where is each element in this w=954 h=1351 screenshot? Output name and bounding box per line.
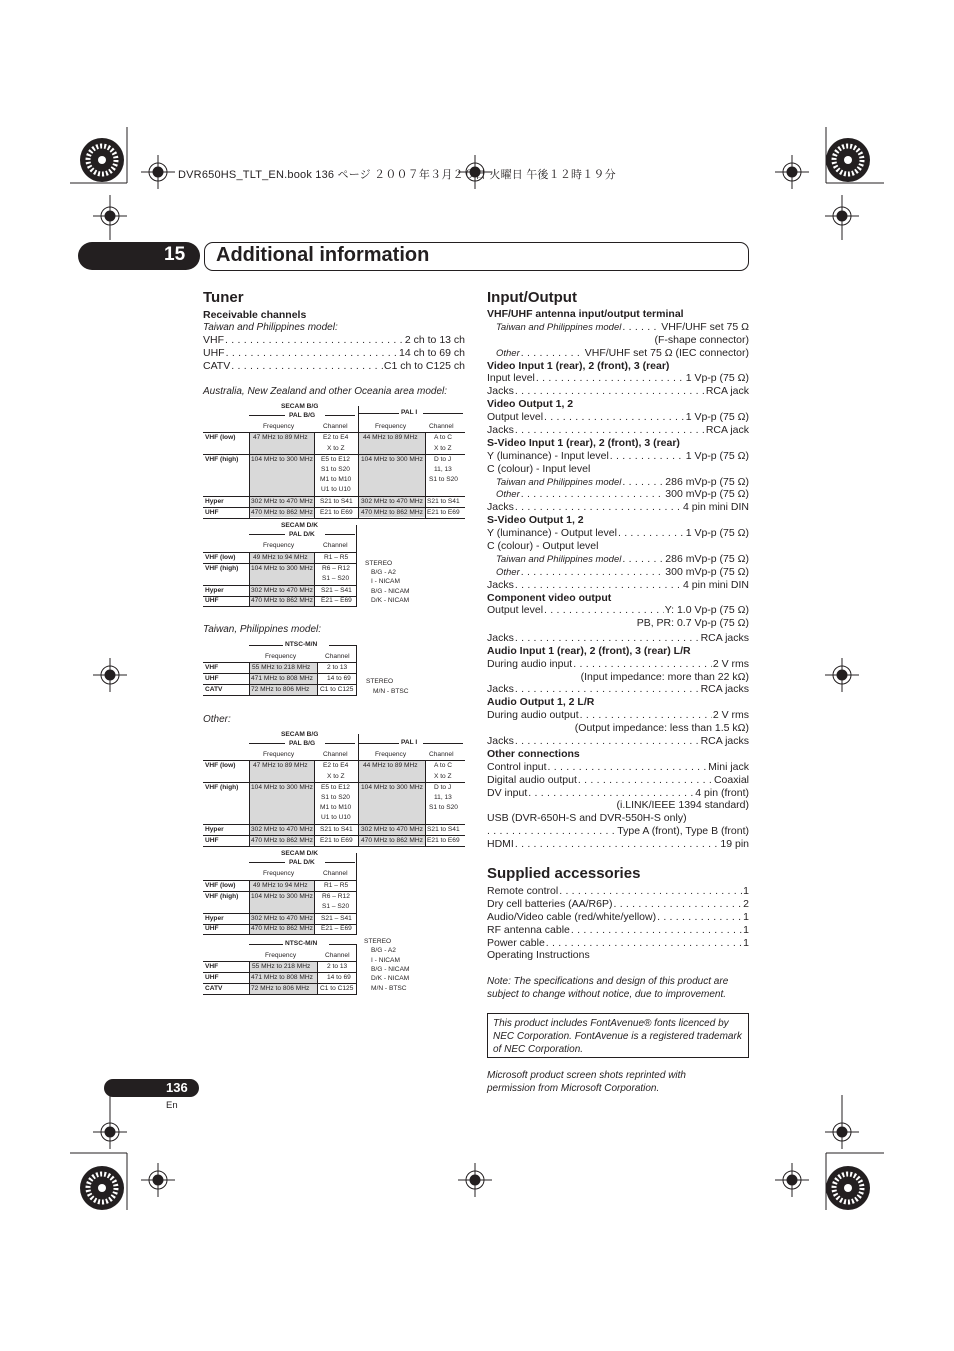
channel-cell: S21 to S41 — [320, 498, 353, 505]
channel-cell: S21 to S41 — [427, 826, 460, 833]
spec-row: C (colour) - Input level — [487, 462, 591, 475]
io-spec-list — [487, 308, 749, 851]
hyper-label: Hyper — [205, 587, 224, 594]
channel-cell: 11, 13 — [434, 466, 452, 473]
accessories-list — [487, 885, 749, 962]
input-output-heading: Input/Output — [487, 289, 577, 306]
specifications-note: Note: The specifications and design of this product are subject to change without notice, due to improvement. — [487, 976, 729, 1000]
vhf-high-label: VHF (high) — [205, 565, 239, 572]
channel-cell: E21 to E69 — [427, 837, 460, 844]
stereo-label: D/K - NICAM — [371, 975, 410, 982]
secam-bg-label: SECAM B/G — [281, 731, 319, 738]
hyper-label: Hyper — [205, 915, 224, 922]
pal-i-label: PAL I — [401, 409, 418, 416]
uhf-label: UHF — [205, 509, 219, 516]
channel-cell: E2 to E4 — [323, 762, 349, 769]
channel-cell: D to J — [434, 456, 452, 463]
spec-row: Taiwan and Philippines model . . . VHF/UHF set 75 Ω — [487, 321, 749, 334]
channel-cell: 11, 13 — [434, 794, 452, 801]
spec-row: Jacks . . . RCA jacks — [487, 735, 749, 748]
taiwan-ph-model-label: Taiwan, Philippines model: — [203, 624, 322, 635]
spec-row: Other . . . 300 mVp-p (75 Ω) — [487, 488, 749, 501]
vhf-high-label: VHF (high) — [205, 456, 239, 463]
channel-cell: E21 to E69 — [320, 837, 353, 844]
accessory-row: Operating Instructions — [487, 949, 590, 962]
freq-cell: 72 MHz to 806 MHz — [251, 686, 310, 693]
spec-row: During audio input . . . 2 V rms — [487, 658, 749, 671]
channel-cell: X to Z — [434, 773, 452, 780]
supplied-accessories-heading: Supplied accessories — [487, 865, 641, 882]
channel-cell: R1 – R5 — [324, 882, 349, 889]
tuner-row-uhf: UHF . . . 14 ch to 69 ch — [203, 347, 465, 360]
vhf-low-label: VHF (low) — [205, 554, 236, 561]
freq-cell: 104 MHz to 300 MHz — [361, 456, 423, 463]
pal-bg-label: PAL B/G — [289, 740, 316, 747]
spec-row: Control input . . . Mini jack — [487, 761, 749, 774]
channel-cell: R6 – R12 — [322, 565, 350, 572]
stereo-label: M/N - BTSC — [371, 985, 407, 992]
channel-cell: E21 to E69 — [427, 509, 460, 516]
spec-row: Jacks . . . RCA jacks — [487, 632, 749, 645]
freq-cell: 104 MHz to 300 MHz — [361, 784, 423, 791]
spec-row: . . . Type A (front), Type B (front) — [487, 825, 749, 838]
file-header: DVR650HS_TLT_EN.book 136 ページ ２００７年３月２０日 火曜日 午後１２時１９分 — [178, 169, 616, 181]
pal-dk-label: PAL D/K — [289, 859, 315, 866]
channel-cell: S1 to S20 — [429, 476, 458, 483]
spec-row: (Input impedance: more than 22 kΩ) — [580, 670, 749, 683]
aus-model-label: Australia, New Zealand and other Oceania area model: — [203, 386, 448, 397]
freq-cell: 44 MHz to 89 MHz — [363, 762, 418, 769]
stereo-label: STEREO — [364, 938, 392, 945]
channel-cell: S1 – S20 — [322, 903, 350, 910]
freq-table-other-bg — [203, 731, 465, 847]
freq-cell: 104 MHz to 300 MHz — [251, 784, 313, 791]
channel-cell: S1 to S20 — [321, 794, 350, 801]
channel-cell: S21 – S41 — [321, 915, 352, 922]
spec-row: DV input . . . 4 pin (front) — [487, 787, 749, 800]
pal-bg-label: PAL B/G — [289, 412, 316, 419]
freq-cell: 302 MHz to 470 MHz — [361, 498, 423, 505]
spec-row: Digital audio output . . . Coaxial — [487, 774, 749, 787]
frequency-header: Frequency — [375, 751, 407, 758]
vhf-low-label: VHF (low) — [205, 434, 236, 441]
video-output-title: Video Output 1, 2 — [487, 398, 574, 411]
channel-cell: E21 to E69 — [320, 509, 353, 516]
ntsc-mn-label: NTSC-M/N — [285, 940, 318, 947]
freq-cell: 49 MHz to 94 MHz — [253, 554, 308, 561]
freq-cell: 44 MHz to 89 MHz — [363, 434, 418, 441]
accessory-row: Audio/Video cable (red/white/yellow) . . . 1 — [487, 911, 749, 924]
freq-cell: 470 MHz to 862 MHz — [251, 509, 313, 516]
spec-row: PB, PR: 0.7 Vp-p (75 Ω) — [636, 617, 749, 630]
spec-row: Other . . . VHF/UHF set 75 Ω (IEC connector) — [487, 347, 749, 360]
frequency-header: Frequency — [263, 542, 295, 549]
channel-cell: S1 – S20 — [322, 575, 350, 582]
channel-cell: E5 to E12 — [321, 456, 350, 463]
fontavenue-notice: This product includes FontAvenue® fonts licenced by NEC Corporation. FontAvenue is a registered trademark of NEC Corporation. — [487, 1013, 749, 1058]
channel-cell: E5 to E12 — [321, 784, 350, 791]
microsoft-notice: Microsoft product screen shots reprinted with permission from Microsoft Corporation. — [487, 1070, 686, 1094]
spec-row: During audio output . . . 2 V rms — [487, 709, 749, 722]
freq-cell: 302 MHz to 470 MHz — [251, 826, 313, 833]
spec-row: Output level . . . Y: 1.0 Vp-p (75 Ω) — [487, 604, 749, 617]
channel-cell: X to Z — [434, 445, 452, 452]
channel-cell: S21 to S41 — [320, 826, 353, 833]
freq-cell: 302 MHz to 470 MHz — [251, 587, 313, 594]
freq-cell: 471 MHz to 808 MHz — [251, 675, 313, 682]
freq-cell: 470 MHz to 862 MHz — [251, 925, 313, 932]
freq-cell: 55 MHz to 218 MHz — [252, 963, 311, 970]
freq-cell: 470 MHz to 862 MHz — [251, 597, 313, 604]
hyper-label: Hyper — [205, 498, 224, 505]
spec-row: (i.LINK/IEEE 1394 standard) — [616, 799, 749, 812]
channel-cell: 2 to 13 — [327, 963, 348, 970]
channel-header: Channel — [429, 751, 454, 758]
svideo-input-title: S-Video Input 1 (rear), 2 (front), 3 (rear) — [487, 436, 680, 449]
spec-row: (F-shape connector) — [654, 333, 749, 346]
secam-bg-label: SECAM B/G — [281, 403, 319, 410]
channel-cell: S1 to S20 — [321, 466, 350, 473]
channel-cell: A to C — [434, 434, 452, 441]
taiwan-model-label: Taiwan and Philippines model: — [203, 322, 338, 333]
uhf-label: UHF — [205, 925, 219, 932]
vhf-uhf-terminal-title: VHF/UHF antenna input/output terminal — [487, 308, 684, 320]
spec-row: Taiwan and Philippines model . . . 286 mVp-p (75 Ω) — [487, 476, 749, 489]
catv-label: CATV — [205, 985, 223, 992]
vhf-low-label: VHF (low) — [205, 882, 236, 889]
freq-cell: 470 MHz to 862 MHz — [361, 509, 423, 516]
stereo-label: STEREO — [366, 678, 394, 685]
stereo-label: B/G - NICAM — [371, 588, 410, 595]
page-language: En — [166, 1100, 178, 1111]
svideo-output-title: S-Video Output 1, 2 — [487, 514, 584, 527]
accessory-row: Power cable . . . 1 — [487, 937, 749, 950]
freq-table-aus-dk — [203, 522, 465, 608]
channel-cell: M1 to M10 — [320, 476, 352, 483]
channel-cell: 2 to 13 — [327, 664, 348, 671]
spec-row: C (colour) - Output level — [487, 540, 599, 553]
spec-row: Jacks . . . RCA jack — [487, 424, 749, 437]
freq-cell: 470 MHz to 862 MHz — [361, 837, 423, 844]
channel-cell: S1 to S20 — [429, 804, 458, 811]
channel-header: Channel — [323, 542, 348, 549]
tuner-heading: Tuner — [203, 289, 244, 306]
page-number: 136 — [166, 1080, 188, 1095]
vhf-high-label: VHF (high) — [205, 784, 239, 791]
other-connections-title: Other connections — [487, 747, 580, 760]
channel-cell: S21 – S41 — [321, 587, 352, 594]
uhf-label: UHF — [205, 597, 219, 604]
uhf-label: UHF — [205, 974, 219, 981]
spec-row: (Output impedance: less than 1.5 kΩ) — [574, 722, 749, 735]
freq-cell: 104 MHz to 300 MHz — [251, 893, 313, 900]
channel-cell: C1 to C125 — [320, 985, 354, 992]
freq-cell: 55 MHz to 218 MHz — [252, 664, 311, 671]
freq-cell: 302 MHz to 470 MHz — [361, 826, 423, 833]
hyper-label: Hyper — [205, 826, 224, 833]
channel-cell: A to C — [434, 762, 452, 769]
spec-row: Taiwan and Philippines model . . . 286 mVp-p (75 Ω) — [487, 553, 749, 566]
channel-header: Channel — [323, 870, 348, 877]
freq-cell: 47 MHz to 89 MHz — [253, 434, 308, 441]
channel-cell: D to J — [434, 784, 452, 791]
stereo-label: D/K - NICAM — [371, 597, 410, 604]
channel-cell: E2 to E4 — [323, 434, 349, 441]
freq-cell: 49 MHz to 94 MHz — [253, 882, 308, 889]
receivable-channels-title: Receivable channels — [203, 309, 307, 321]
stereo-label: B/G - NICAM — [371, 966, 410, 973]
stereo-label: B/G - A2 — [371, 947, 396, 954]
channel-cell: X to Z — [327, 773, 345, 780]
stereo-label: M/N - BTSC — [373, 688, 409, 695]
channel-cell: 14 to 69 — [327, 675, 351, 682]
accessory-row: Dry cell batteries (AA/R6P) . . . 2 — [487, 898, 749, 911]
chapter-title: Additional information — [216, 244, 430, 266]
spec-row: Y (luminance) - Input level . . . 1 Vp-p (75 Ω) — [487, 450, 749, 463]
chapter-number: 15 — [164, 244, 186, 265]
freq-table-taiwan-ntsc — [203, 641, 465, 697]
channel-header: Channel — [325, 952, 350, 959]
freq-cell: 302 MHz to 470 MHz — [251, 915, 313, 922]
pal-i-label: PAL I — [401, 739, 418, 746]
channel-header: Channel — [323, 751, 348, 758]
tuner-row-catv: CATV . . . C1 ch to C125 ch — [203, 360, 465, 373]
freq-cell: 104 MHz to 300 MHz — [251, 565, 313, 572]
audio-input-title: Audio Input 1 (rear), 2 (front), 3 (rear) L/R — [487, 644, 691, 657]
frequency-header: Frequency — [375, 423, 407, 430]
spec-row: Jacks . . . RCA jack — [487, 385, 749, 398]
spec-row: Other . . . 300 mVp-p (75 Ω) — [487, 566, 749, 579]
channel-cell: C1 to C125 — [320, 686, 354, 693]
frequency-header: Frequency — [263, 751, 295, 758]
channel-cell: M1 to M10 — [320, 804, 352, 811]
spec-row: Input level . . . 1 Vp-p (75 Ω) — [487, 372, 749, 385]
stereo-label: STEREO — [365, 560, 393, 567]
stereo-label: I - NICAM — [371, 957, 400, 964]
channel-header: Channel — [429, 423, 454, 430]
frequency-header: Frequency — [265, 653, 297, 660]
freq-cell: 72 MHz to 806 MHz — [251, 985, 310, 992]
vhf-high-label: VHF (high) — [205, 893, 239, 900]
freq-cell: 302 MHz to 470 MHz — [251, 498, 313, 505]
other-model-label: Other: — [203, 714, 231, 725]
frequency-header: Frequency — [263, 423, 295, 430]
uhf-label: UHF — [205, 675, 219, 682]
catv-label: CATV — [205, 686, 223, 693]
freq-cell: 47 MHz to 89 MHz — [253, 762, 308, 769]
stereo-label: I - NICAM — [371, 578, 400, 585]
spec-row: Jacks . . . 4 pin mini DIN — [487, 501, 749, 514]
secam-dk-label: SECAM D/K — [281, 522, 318, 529]
audio-output-title: Audio Output 1, 2 L/R — [487, 696, 595, 709]
freq-table-other-ntsc — [203, 938, 465, 998]
frequency-header: Frequency — [265, 952, 297, 959]
channel-cell: U1 to U10 — [321, 814, 351, 821]
video-input-title: Video Input 1 (rear), 2 (front), 3 (rear) — [487, 359, 670, 372]
spec-row: Jacks . . . 4 pin mini DIN — [487, 579, 749, 592]
freq-cell: 104 MHz to 300 MHz — [251, 456, 313, 463]
ntsc-mn-label: NTSC-M/N — [285, 641, 318, 648]
stereo-label: B/G - A2 — [371, 569, 396, 576]
channel-header: Channel — [325, 653, 350, 660]
freq-table-aus-bg — [203, 403, 465, 519]
secam-dk-label: SECAM D/K — [281, 850, 318, 857]
vhf-label: VHF — [205, 963, 219, 970]
tuner-channel-list — [203, 334, 465, 373]
vhf-label: VHF — [205, 664, 219, 671]
channel-cell: R1 – R5 — [324, 554, 349, 561]
spec-row: USB (DVR-650H-S and DVR-550H-S only) — [487, 812, 687, 825]
pal-dk-label: PAL D/K — [289, 531, 315, 538]
tuner-row-vhf: VHF . . . 2 ch to 13 ch — [203, 334, 465, 347]
accessory-row: Remote control . . . 1 — [487, 885, 749, 898]
spec-row: HDMI . . . 19 pin — [487, 838, 749, 851]
vhf-low-label: VHF (low) — [205, 762, 236, 769]
channel-cell: 14 to 69 — [327, 974, 351, 981]
spec-row: Output level . . . 1 Vp-p (75 Ω) — [487, 411, 749, 424]
channel-cell: X to Z — [327, 445, 345, 452]
channel-cell: R6 – R12 — [322, 893, 350, 900]
channel-cell: E21 – E69 — [321, 597, 352, 604]
channel-cell: U1 to U10 — [321, 486, 351, 493]
channel-header: Channel — [323, 423, 348, 430]
accessory-row: RF antenna cable . . . 1 — [487, 924, 749, 937]
freq-cell: 471 MHz to 808 MHz — [251, 974, 313, 981]
frequency-header: Frequency — [263, 870, 295, 877]
component-video-title: Component video output — [487, 591, 612, 604]
channel-cell: S21 to S41 — [427, 498, 460, 505]
freq-cell: 470 MHz to 862 MHz — [251, 837, 313, 844]
channel-cell: E21 – E69 — [321, 925, 352, 932]
uhf-label: UHF — [205, 837, 219, 844]
spec-row: Y (luminance) - Output level . . . 1 Vp-p (75 Ω) — [487, 527, 749, 540]
spec-row: Jacks . . . RCA jacks — [487, 683, 749, 696]
freq-table-other-dk — [203, 850, 465, 936]
